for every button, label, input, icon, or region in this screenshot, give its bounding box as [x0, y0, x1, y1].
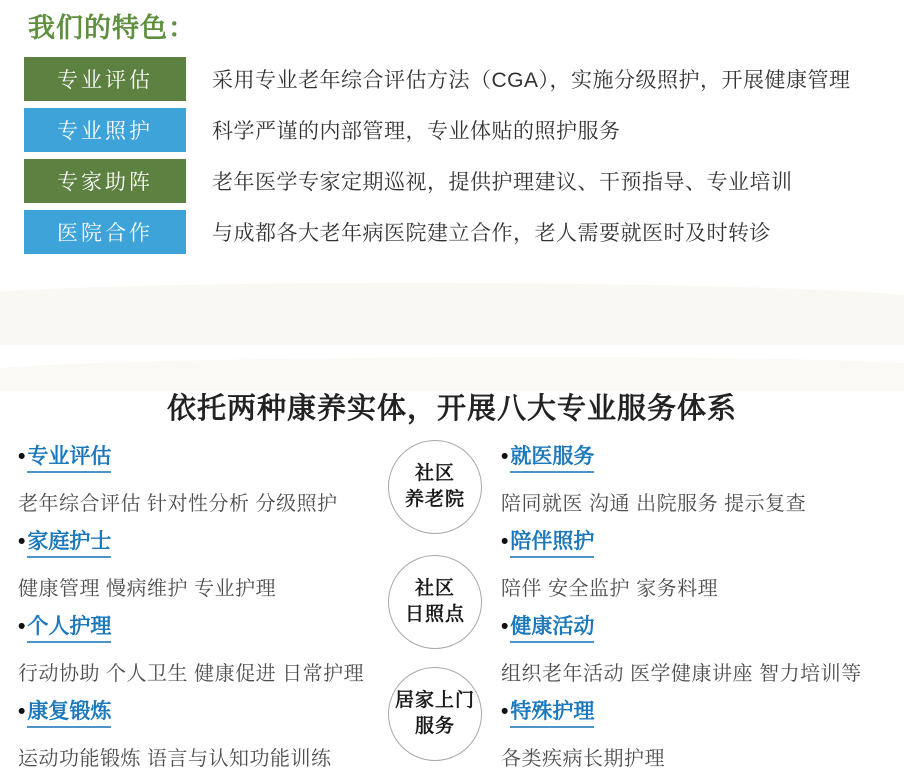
bullet-marker: •	[18, 700, 26, 723]
background-wave-band-upper	[0, 283, 904, 345]
service-item	[501, 440, 886, 525]
feature-row	[24, 159, 851, 203]
feature-description: 与成都各大老年病医院建立合作，老人需要就医时及时转诊	[212, 222, 771, 245]
service-link-personal-care[interactable]: 个人护理	[27, 614, 111, 643]
service-link-assessment[interactable]: 专业评估	[27, 444, 111, 473]
service-link-companion-care[interactable]: 陪伴照护	[510, 529, 594, 558]
service-title-row	[501, 610, 886, 643]
feature-tag-professional-care: 专业照护	[24, 108, 186, 152]
service-link-medical-escort[interactable]: 就医服务	[510, 444, 594, 473]
feature-description: 采用专业老年综合评估方法（CGA），实施分级照护，开展健康管理	[212, 69, 851, 92]
features-section-title: 我们的特色：	[28, 13, 196, 43]
service-description: 各类疾病长期护理	[501, 748, 665, 770]
service-link-family-nurse[interactable]: 家庭护士	[27, 529, 111, 558]
entity-label-line2: 日照点	[404, 604, 465, 625]
service-link-rehab-exercise[interactable]: 康复锻炼	[27, 699, 111, 728]
service-title-row	[18, 610, 375, 643]
bullet-marker: •	[18, 445, 26, 468]
service-description: 组织老年活动 医学健康讲座 智力培训等	[501, 663, 862, 685]
entity-circle-community-daycare	[388, 555, 482, 649]
service-description: 行动协助 个人卫生 健康促进 日常护理	[18, 663, 365, 685]
service-link-special-nursing[interactable]: 特殊护理	[510, 699, 594, 728]
bullet-marker: •	[18, 615, 26, 638]
service-title-row	[18, 525, 375, 558]
service-description: 健康管理 慢病维护 专业护理	[18, 578, 277, 600]
feature-row	[24, 57, 851, 101]
feature-row	[24, 108, 851, 152]
service-title-row	[501, 440, 886, 473]
entity-label-line1: 社区	[414, 578, 455, 600]
services-section-title: 依托两种康养实体，开展八大专业服务体系	[166, 393, 737, 425]
service-item	[18, 525, 375, 610]
service-description: 陪同就医 沟通 出院服务 提示复查	[501, 493, 807, 515]
feature-row	[24, 210, 851, 254]
service-item	[501, 695, 886, 780]
entity-label-line2: 服务	[414, 716, 455, 737]
entity-label-line1: 社区	[414, 463, 455, 485]
entity-circle-home-visit-service	[388, 667, 482, 761]
service-item	[18, 610, 375, 695]
services-grid	[18, 440, 886, 780]
features-list	[24, 57, 851, 261]
bullet-marker: •	[501, 615, 509, 638]
service-item	[18, 440, 375, 525]
services-column-right	[495, 440, 886, 780]
service-title-row	[18, 440, 375, 473]
service-description: 陪伴 安全监护 家务料理	[501, 578, 719, 600]
feature-tag-hospital-cooperation: 医院合作	[24, 210, 186, 254]
feature-description: 老年医学专家定期巡视，提供护理建议、干预指导、专业培训	[212, 171, 793, 194]
service-title-row	[501, 695, 886, 728]
entity-label-line2: 养老院	[404, 489, 465, 510]
care-entities-column	[375, 440, 495, 780]
service-item	[501, 525, 886, 610]
service-title-row	[501, 525, 886, 558]
services-column-left	[18, 440, 375, 780]
service-description: 老年综合评估 针对性分析 分级照护	[18, 493, 338, 515]
bullet-marker: •	[18, 530, 26, 553]
entity-label-line1: 居家上门	[394, 690, 475, 712]
bullet-marker: •	[501, 530, 509, 553]
bullet-marker: •	[501, 700, 509, 723]
feature-description: 科学严谨的内部管理，专业体贴的照护服务	[212, 120, 621, 143]
service-description: 运动功能锻炼 语言与认知功能训练	[18, 748, 332, 770]
bullet-marker: •	[501, 445, 509, 468]
feature-tag-professional-assessment: 专业评估	[24, 57, 186, 101]
feature-tag-expert-support: 专家助阵	[24, 159, 186, 203]
service-title-row	[18, 695, 375, 728]
entity-circle-community-nursing-home	[388, 440, 482, 534]
service-item	[501, 610, 886, 695]
service-item	[18, 695, 375, 780]
service-link-health-activities[interactable]: 健康活动	[510, 614, 594, 643]
